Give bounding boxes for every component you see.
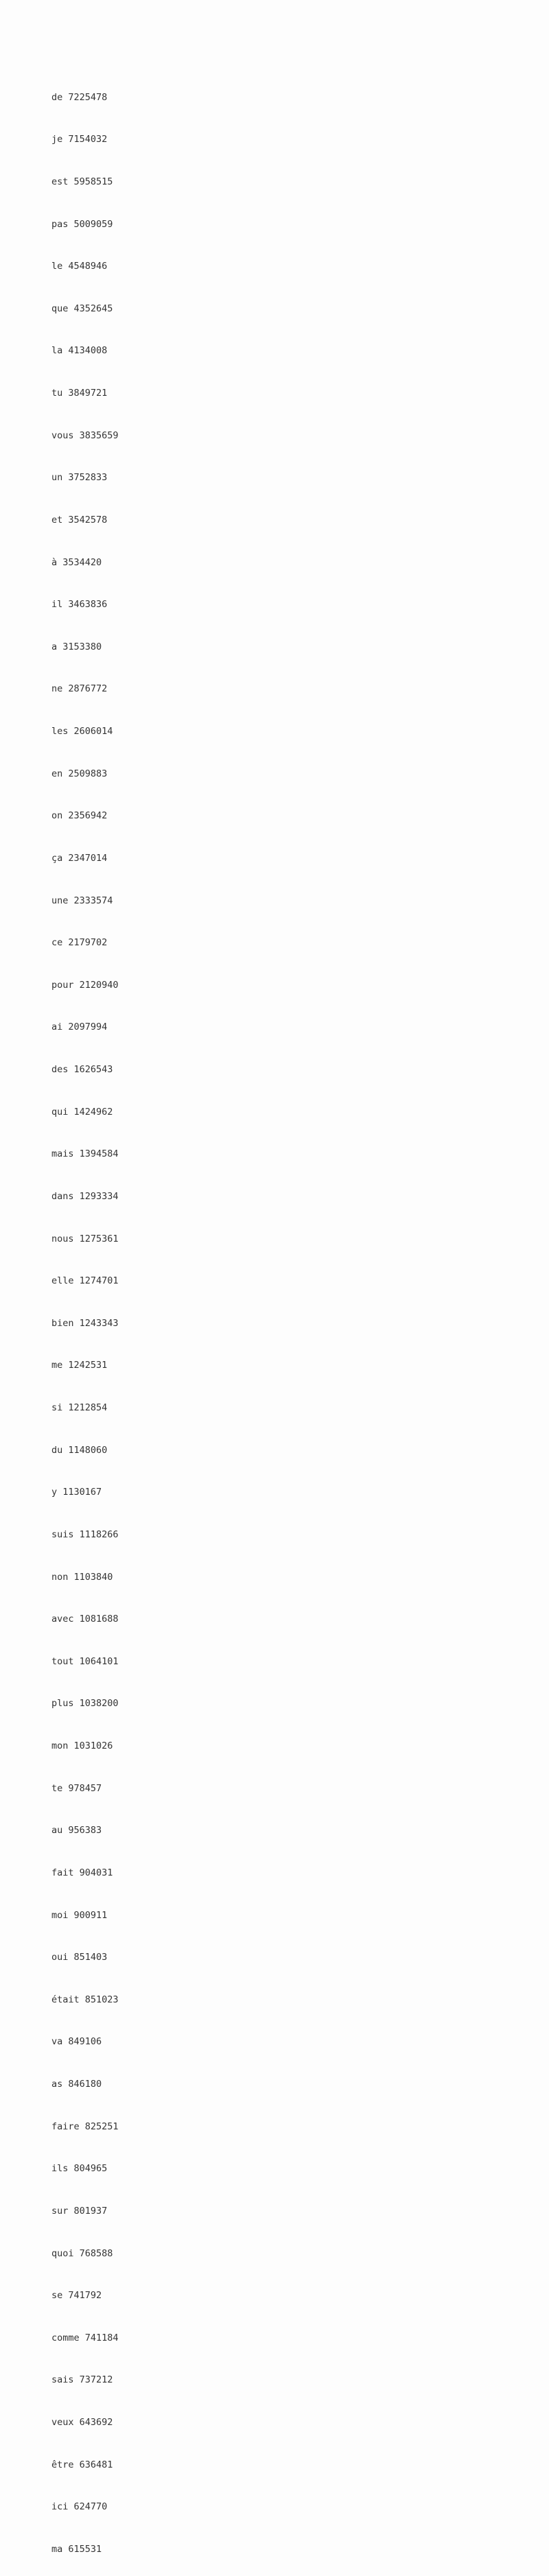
count-text: 2876772 bbox=[68, 683, 108, 695]
count-text: 851023 bbox=[84, 1994, 119, 2005]
separator bbox=[68, 219, 73, 230]
word-frequency-line bbox=[51, 558, 119, 568]
separator bbox=[68, 303, 73, 314]
word-frequency-line bbox=[51, 1741, 119, 1751]
word-text: oui bbox=[51, 1952, 69, 1963]
word-frequency-line bbox=[51, 1445, 119, 1456]
count-text: 1103840 bbox=[73, 1571, 113, 1583]
count-text: 1212854 bbox=[68, 1402, 108, 1413]
count-text: 3849721 bbox=[68, 388, 108, 399]
word-text: bien bbox=[51, 1317, 74, 1329]
word-text: une bbox=[51, 895, 69, 906]
word-frequency-line bbox=[51, 2206, 119, 2217]
word-text: on bbox=[51, 810, 63, 822]
word-text: comme bbox=[51, 2332, 80, 2343]
word-text: à bbox=[51, 556, 58, 568]
word-frequency-line bbox=[51, 1234, 119, 1244]
word-frequency-line bbox=[51, 1403, 119, 1413]
separator bbox=[68, 2206, 73, 2217]
word-frequency-list bbox=[51, 50, 119, 2576]
word-frequency-line bbox=[51, 1995, 119, 2005]
word-text: sur bbox=[51, 2205, 69, 2217]
count-text: 3534420 bbox=[62, 556, 102, 568]
word-frequency-line bbox=[51, 2079, 119, 2090]
word-text: tu bbox=[51, 388, 63, 399]
word-text: ai bbox=[51, 1021, 63, 1033]
word-text: suis bbox=[51, 1528, 74, 1540]
count-text: 615531 bbox=[68, 2543, 102, 2555]
word-text: ici bbox=[51, 2501, 69, 2513]
word-frequency-line bbox=[51, 2249, 119, 2259]
count-text: 737212 bbox=[79, 2374, 113, 2386]
count-text: 741792 bbox=[68, 2290, 102, 2302]
count-text: 825251 bbox=[84, 2120, 119, 2132]
word-frequency-line bbox=[51, 1022, 119, 1032]
separator bbox=[74, 980, 80, 991]
word-text: y bbox=[51, 1487, 58, 1498]
word-frequency-line bbox=[51, 600, 119, 610]
separator bbox=[68, 1064, 73, 1075]
count-text: 2120940 bbox=[79, 979, 119, 991]
count-text: 4134008 bbox=[68, 345, 108, 357]
count-text: 978457 bbox=[68, 1782, 102, 1794]
word-frequency-line bbox=[51, 2375, 119, 2385]
separator bbox=[74, 1191, 80, 1202]
word-frequency-line bbox=[51, 1276, 119, 1286]
count-text: 636481 bbox=[79, 2459, 113, 2470]
word-frequency-line bbox=[51, 1614, 119, 1624]
separator bbox=[68, 1572, 73, 1583]
separator bbox=[80, 1994, 85, 2005]
count-text: 643692 bbox=[79, 2417, 113, 2428]
count-text: 1243343 bbox=[79, 1317, 119, 1329]
separator bbox=[68, 2501, 73, 2512]
word-frequency-line bbox=[51, 515, 119, 525]
word-frequency-line bbox=[51, 769, 119, 779]
word-text: moi bbox=[51, 1909, 69, 1921]
separator bbox=[74, 2459, 80, 2470]
separator bbox=[74, 1698, 80, 1709]
word-frequency-line bbox=[51, 1530, 119, 1540]
count-text: 1626543 bbox=[73, 1064, 113, 1075]
word-frequency-line bbox=[51, 2291, 119, 2301]
word-frequency-line bbox=[51, 1487, 119, 1498]
word-text: et bbox=[51, 514, 63, 525]
word-frequency-line bbox=[51, 980, 119, 991]
word-frequency-line bbox=[51, 1149, 119, 1159]
count-text: 2179702 bbox=[68, 937, 108, 949]
count-text: 904031 bbox=[79, 1867, 113, 1878]
count-text: 956383 bbox=[68, 1825, 102, 1836]
word-frequency-line bbox=[51, 726, 119, 737]
count-text: 1038200 bbox=[79, 1698, 119, 1710]
word-frequency-line bbox=[51, 2037, 119, 2047]
word-text: les bbox=[51, 726, 69, 737]
count-text: 624770 bbox=[73, 2501, 108, 2513]
word-text: au bbox=[51, 1825, 63, 1836]
separator bbox=[68, 726, 73, 737]
separator bbox=[68, 1107, 73, 1118]
word-text: ce bbox=[51, 937, 63, 949]
word-text: mais bbox=[51, 1148, 74, 1160]
count-text: 1031026 bbox=[73, 1740, 113, 1751]
separator bbox=[74, 1614, 80, 1624]
word-frequency-line bbox=[51, 1107, 119, 1118]
word-text: non bbox=[51, 1571, 69, 1583]
count-text: 768588 bbox=[79, 2247, 113, 2259]
word-frequency-line bbox=[51, 853, 119, 864]
separator bbox=[80, 2332, 85, 2343]
count-text: 801937 bbox=[73, 2205, 108, 2217]
count-text: 3463836 bbox=[68, 599, 108, 611]
word-text: ils bbox=[51, 2163, 69, 2175]
word-frequency-line bbox=[51, 1825, 119, 1836]
count-text: 2356942 bbox=[68, 810, 108, 822]
separator bbox=[74, 1148, 80, 1159]
word-text: veux bbox=[51, 2417, 74, 2428]
word-frequency-line bbox=[51, 431, 119, 441]
separator bbox=[68, 1910, 73, 1921]
word-frequency-line bbox=[51, 1911, 119, 1921]
word-text: me bbox=[51, 1360, 63, 1371]
word-frequency-line bbox=[51, 261, 119, 272]
word-text: as bbox=[51, 2079, 63, 2090]
word-frequency-line bbox=[51, 1699, 119, 1709]
word-text: dans bbox=[51, 1190, 74, 1202]
separator bbox=[74, 1275, 80, 1286]
word-frequency-line bbox=[51, 2502, 119, 2512]
word-text: était bbox=[51, 1994, 80, 2005]
separator bbox=[68, 1952, 73, 1963]
count-text: 2333574 bbox=[73, 895, 113, 906]
word-text: fait bbox=[51, 1867, 74, 1878]
word-frequency-line bbox=[51, 642, 119, 652]
separator bbox=[74, 1233, 80, 1244]
word-frequency-line bbox=[51, 2460, 119, 2470]
count-text: 846180 bbox=[68, 2079, 102, 2090]
count-text: 3752833 bbox=[68, 472, 108, 484]
word-text: a bbox=[51, 641, 58, 652]
count-text: 3835659 bbox=[79, 429, 119, 441]
word-text: que bbox=[51, 303, 69, 314]
count-text: 1242531 bbox=[68, 1360, 108, 1371]
count-text: 3542578 bbox=[68, 514, 108, 525]
count-text: 3153380 bbox=[62, 641, 102, 652]
separator bbox=[74, 2374, 80, 2385]
separator bbox=[68, 176, 73, 187]
separator bbox=[68, 895, 73, 906]
word-frequency-line bbox=[51, 177, 119, 187]
word-text: des bbox=[51, 1064, 69, 1075]
word-text: être bbox=[51, 2459, 74, 2470]
count-text: 1064101 bbox=[79, 1655, 119, 1667]
word-frequency-line bbox=[51, 2418, 119, 2428]
word-frequency-line bbox=[51, 2333, 119, 2343]
count-text: 900911 bbox=[73, 1909, 108, 1921]
count-text: 7154032 bbox=[68, 134, 108, 145]
count-text: 1081688 bbox=[79, 1614, 119, 1625]
word-frequency-line bbox=[51, 1952, 119, 1963]
word-frequency-line bbox=[51, 1784, 119, 1794]
count-text: 1394584 bbox=[79, 1148, 119, 1160]
word-text: sais bbox=[51, 2374, 74, 2386]
separator bbox=[68, 1740, 73, 1751]
word-text: quoi bbox=[51, 2247, 74, 2259]
word-frequency-line bbox=[51, 304, 119, 314]
word-text: le bbox=[51, 261, 63, 272]
word-text: va bbox=[51, 2036, 63, 2048]
word-text: ne bbox=[51, 683, 63, 695]
count-text: 2347014 bbox=[68, 852, 108, 864]
separator bbox=[68, 2163, 73, 2174]
word-frequency-line bbox=[51, 473, 119, 483]
separator bbox=[74, 1656, 80, 1667]
count-text: 1118266 bbox=[79, 1528, 119, 1540]
word-frequency-line bbox=[51, 1192, 119, 1202]
separator bbox=[74, 430, 80, 441]
word-frequency-line bbox=[51, 684, 119, 694]
count-text: 2606014 bbox=[73, 726, 113, 737]
count-text: 5958515 bbox=[73, 176, 113, 187]
word-text: ça bbox=[51, 852, 63, 864]
word-frequency-line bbox=[51, 896, 119, 906]
count-text: 4548946 bbox=[68, 261, 108, 272]
separator bbox=[74, 2417, 80, 2428]
word-text: de bbox=[51, 91, 63, 103]
count-text: 849106 bbox=[68, 2036, 102, 2048]
word-text: te bbox=[51, 1782, 63, 1794]
count-text: 851403 bbox=[73, 1952, 108, 1963]
separator bbox=[74, 1867, 80, 1878]
count-text: 1274701 bbox=[79, 1275, 119, 1287]
count-text: 7225478 bbox=[68, 91, 108, 103]
count-text: 4352645 bbox=[73, 303, 113, 314]
count-text: 1148060 bbox=[68, 1444, 108, 1456]
count-text: 5009059 bbox=[73, 218, 113, 230]
word-frequency-line bbox=[51, 938, 119, 948]
word-frequency-line bbox=[51, 1360, 119, 1371]
word-text: ma bbox=[51, 2543, 63, 2555]
count-text: 2097994 bbox=[68, 1021, 108, 1033]
count-text: 741184 bbox=[84, 2332, 119, 2343]
word-frequency-line bbox=[51, 134, 119, 145]
word-text: elle bbox=[51, 1275, 74, 1287]
word-frequency-line bbox=[51, 1065, 119, 1075]
word-frequency-line bbox=[51, 1572, 119, 1583]
word-text: se bbox=[51, 2290, 63, 2302]
word-text: nous bbox=[51, 1233, 74, 1244]
word-text: pas bbox=[51, 218, 69, 230]
count-text: 2509883 bbox=[68, 768, 108, 779]
separator bbox=[74, 2248, 80, 2259]
word-frequency-line bbox=[51, 1657, 119, 1667]
word-text: faire bbox=[51, 2120, 80, 2132]
word-text: il bbox=[51, 599, 63, 611]
word-frequency-line bbox=[51, 93, 119, 103]
word-text: est bbox=[51, 176, 69, 187]
word-frequency-line bbox=[51, 1319, 119, 1329]
word-text: en bbox=[51, 768, 63, 779]
separator bbox=[80, 2121, 85, 2132]
word-frequency-line bbox=[51, 220, 119, 230]
count-text: 804965 bbox=[73, 2163, 108, 2175]
word-text: un bbox=[51, 472, 63, 484]
word-text: vous bbox=[51, 429, 74, 441]
word-frequency-line bbox=[51, 2122, 119, 2132]
word-text: pour bbox=[51, 979, 74, 991]
word-text: plus bbox=[51, 1698, 74, 1710]
count-text: 1293334 bbox=[79, 1190, 119, 1202]
word-frequency-line bbox=[51, 346, 119, 356]
word-frequency-line bbox=[51, 2164, 119, 2174]
count-text: 1275361 bbox=[79, 1233, 119, 1244]
separator bbox=[74, 1529, 80, 1540]
word-frequency-line bbox=[51, 1868, 119, 1878]
word-text: avec bbox=[51, 1614, 74, 1625]
word-text: tout bbox=[51, 1655, 74, 1667]
word-text: la bbox=[51, 345, 63, 357]
word-frequency-line bbox=[51, 2544, 119, 2555]
word-text: je bbox=[51, 134, 63, 145]
word-text: du bbox=[51, 1444, 63, 1456]
word-frequency-line bbox=[51, 388, 119, 399]
count-text: 1130167 bbox=[62, 1487, 102, 1498]
count-text: 1424962 bbox=[73, 1106, 113, 1118]
word-frequency-line bbox=[51, 811, 119, 821]
word-text: mon bbox=[51, 1740, 69, 1751]
word-text: qui bbox=[51, 1106, 69, 1118]
separator bbox=[74, 1318, 80, 1329]
word-text: si bbox=[51, 1402, 63, 1413]
